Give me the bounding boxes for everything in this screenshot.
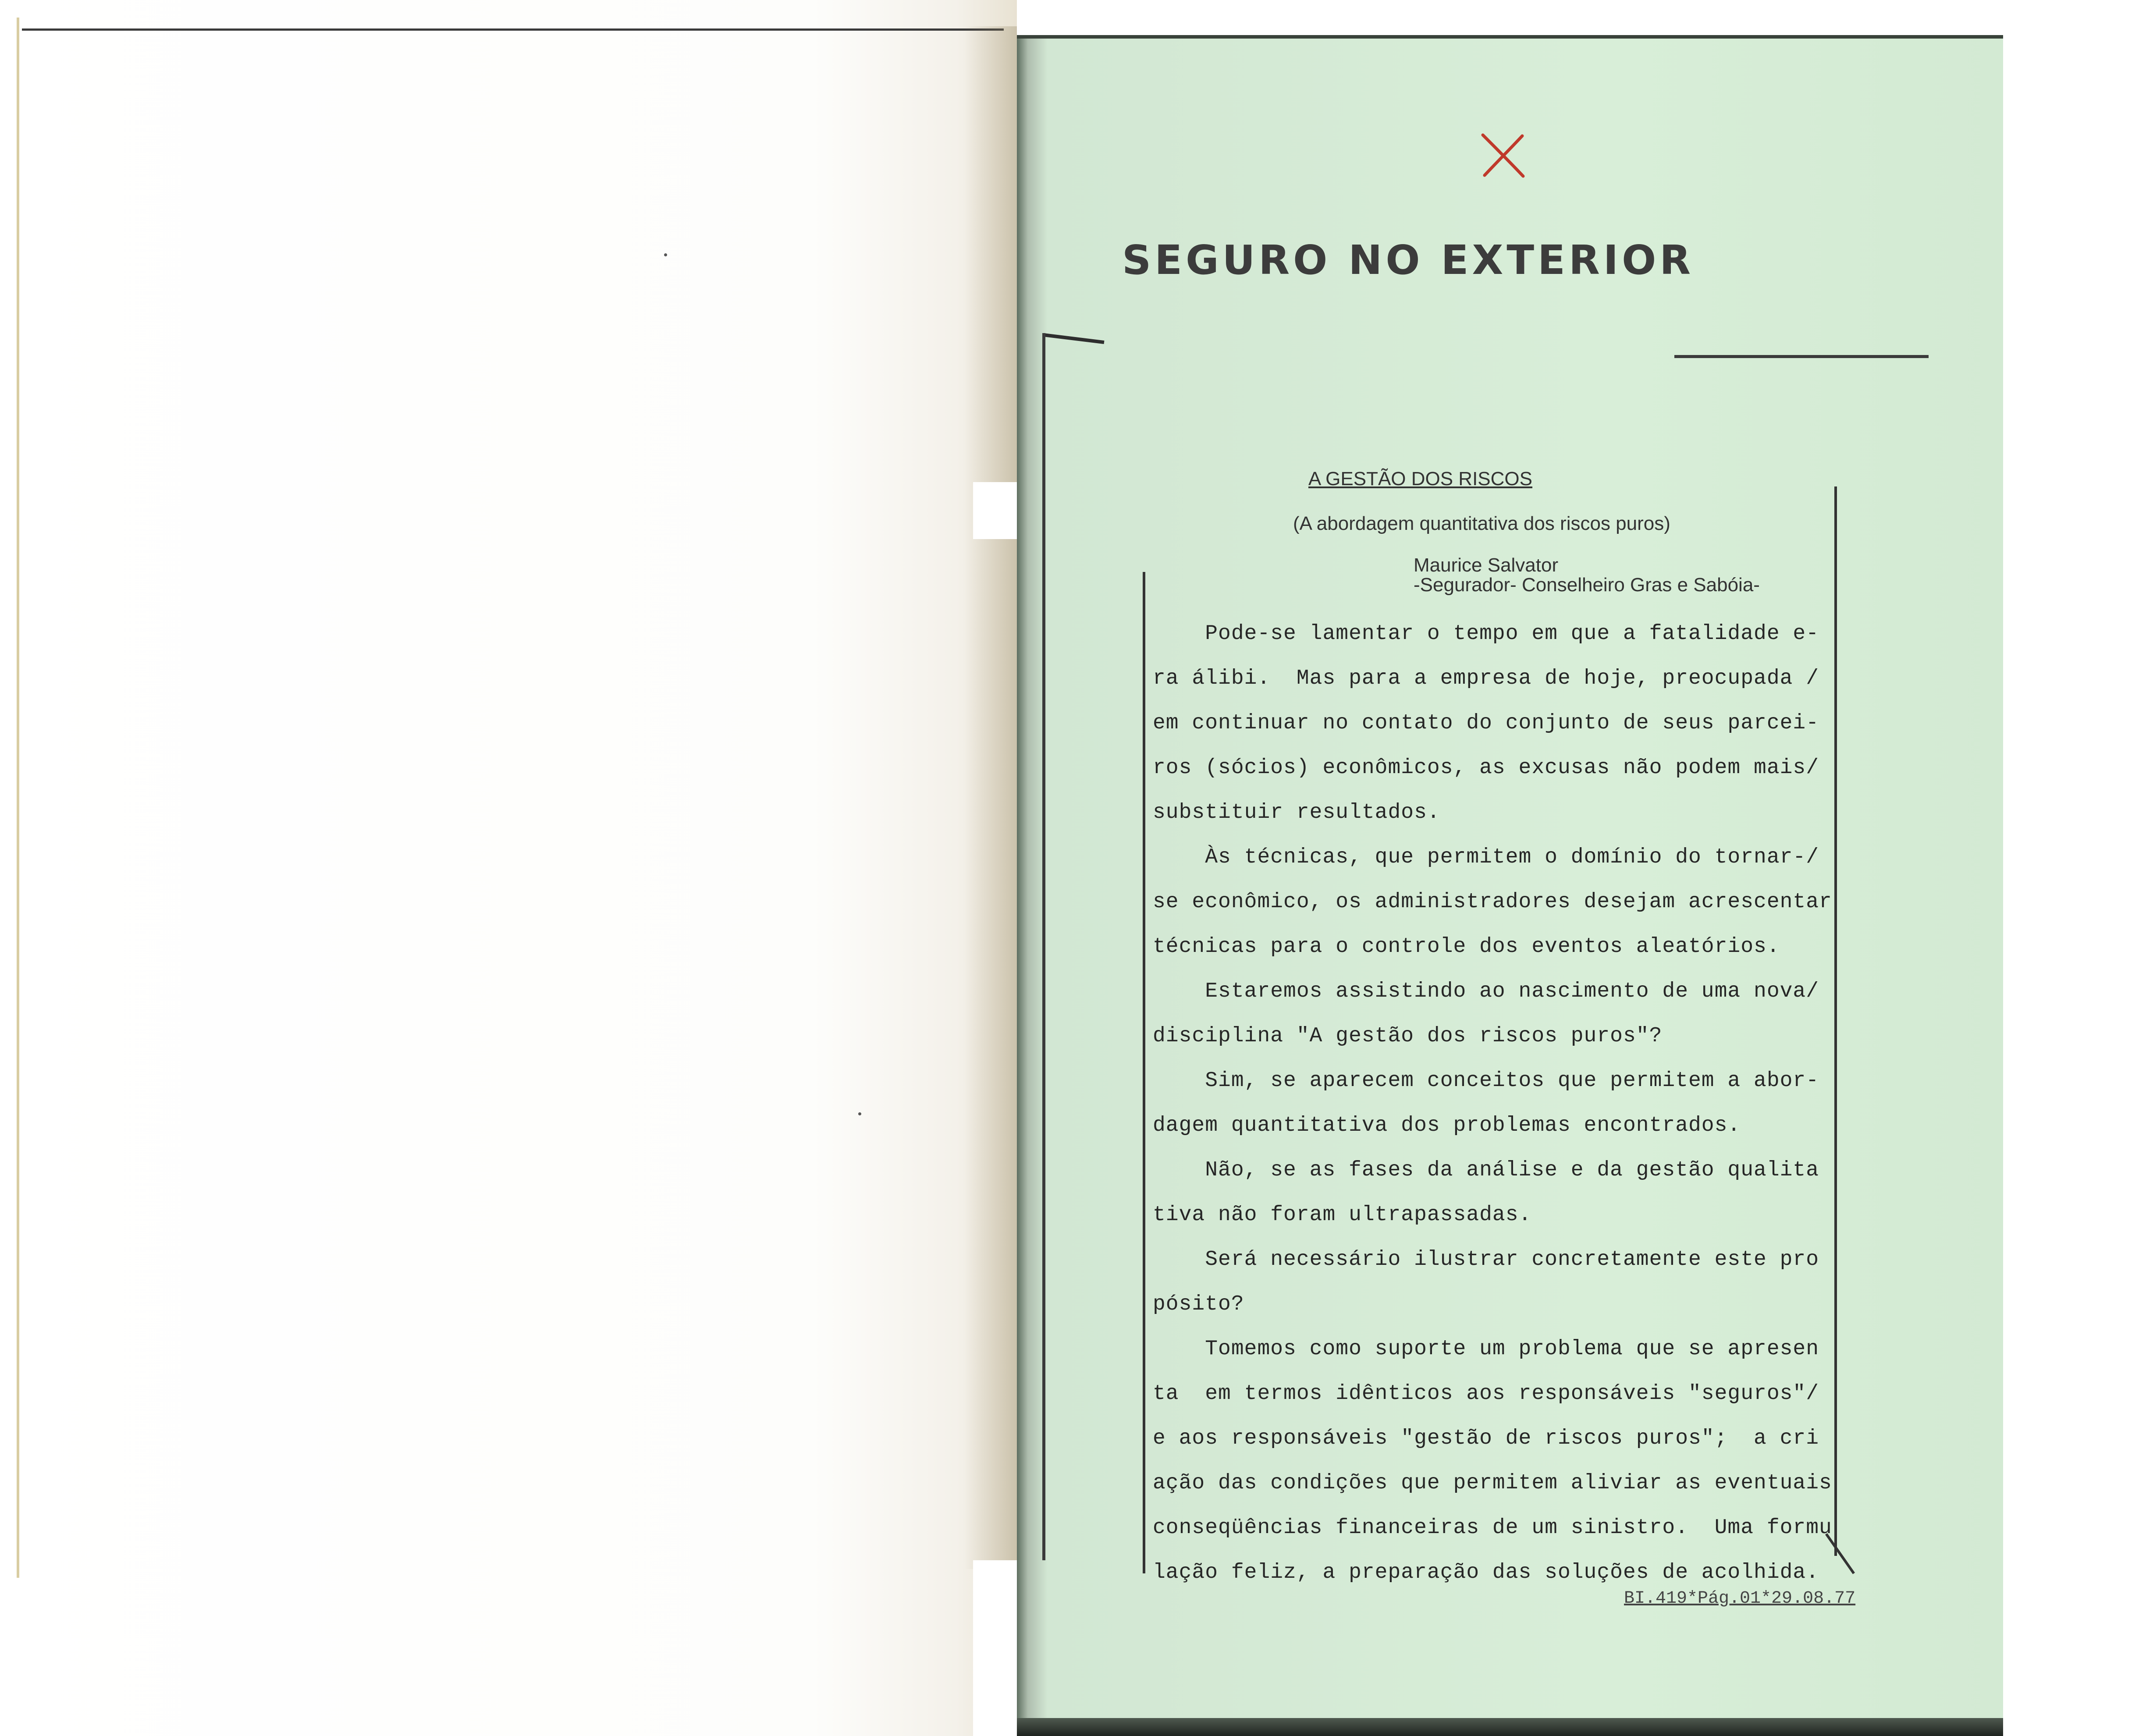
body-line: Sim, se aparecem conceitos que permitem a abor- bbox=[1153, 1069, 1819, 1093]
body-line: Não, se as fases da análise e da gestão qualita bbox=[1153, 1158, 1819, 1182]
body-line: Pode-se lamentar o tempo em que a fatalidade e- bbox=[1153, 622, 1819, 646]
page-title: SEGURO NO EXTERIOR bbox=[1122, 237, 1695, 284]
article-heading: A GESTÃO DOS RISCOS bbox=[1308, 468, 1533, 490]
body-line: conseqüências financeiras de um sinistro. Uma formu bbox=[1153, 1516, 1832, 1540]
body-line: Estaremos assistindo ao nascimento de uma nova/ bbox=[1153, 980, 1819, 1003]
body-line: e aos responsáveis "gestão de riscos puros"; a cri bbox=[1153, 1427, 1819, 1450]
left-blank-page bbox=[0, 0, 1017, 1736]
body-line: Às técnicas, que permitem o domínio do tornar-/ bbox=[1153, 845, 1819, 869]
body-line: ação das condições que permitem aliviar as eventuais bbox=[1153, 1471, 1832, 1495]
header-rule-right bbox=[1674, 355, 1929, 358]
binding-gutter bbox=[964, 26, 1017, 1569]
binding-notch-bottom bbox=[973, 1560, 1017, 1736]
page-footer-reference: BI.419*Pág.01*29.08.77 bbox=[1624, 1589, 1856, 1608]
body-line: pósito? bbox=[1153, 1292, 1244, 1316]
red-x-mark-icon bbox=[1479, 131, 1528, 180]
text-frame-left-rule bbox=[1143, 572, 1145, 1573]
article-subtitle: (A abordagem quantitativa dos riscos puros) bbox=[1293, 513, 1670, 534]
body-line: disciplina "A gestão dos riscos puros"? bbox=[1153, 1024, 1663, 1048]
body-line: tiva não foram ultrapassadas. bbox=[1153, 1203, 1532, 1227]
body-line: ros (sócios) econômicos, as excusas não podem mais/ bbox=[1153, 756, 1819, 780]
left-top-rule bbox=[22, 28, 1004, 31]
body-line: técnicas para o controle dos eventos aleatórios. bbox=[1153, 935, 1780, 959]
author-role: -Segurador- Conselheiro Gras e Sabóia- bbox=[1414, 574, 1760, 596]
body-line: lação feliz, a preparação das soluções de acolhida. bbox=[1153, 1561, 1819, 1584]
body-line: Será necessário ilustrar concretamente este pro bbox=[1153, 1248, 1819, 1271]
left-page-edge bbox=[17, 18, 19, 1578]
author-name: Maurice Salvator bbox=[1414, 554, 1559, 576]
binding-notch bbox=[973, 482, 1017, 539]
body-line: Tomemos como suporte um problema que se apresen bbox=[1153, 1337, 1819, 1361]
dust-speck bbox=[664, 253, 667, 256]
body-line: dagem quantitativa dos problemas encontrados. bbox=[1153, 1114, 1741, 1137]
page-bottom-edge bbox=[1017, 1718, 2003, 1736]
body-line: em continuar no contato do conjunto de seus parcei- bbox=[1153, 711, 1819, 735]
body-line: se econômico, os administradores desejam acrescentar bbox=[1153, 890, 1832, 914]
body-line: ra álibi. Mas para a empresa de hoje, preocupada / bbox=[1153, 667, 1819, 690]
outer-margin-rule bbox=[1042, 333, 1045, 1560]
article-body bbox=[1153, 611, 1845, 1595]
body-line: ta em termos idênticos aos responsáveis "seguros"/ bbox=[1153, 1382, 1819, 1406]
body-line: substituir resultados. bbox=[1153, 801, 1440, 824]
dust-speck bbox=[858, 1112, 861, 1115]
